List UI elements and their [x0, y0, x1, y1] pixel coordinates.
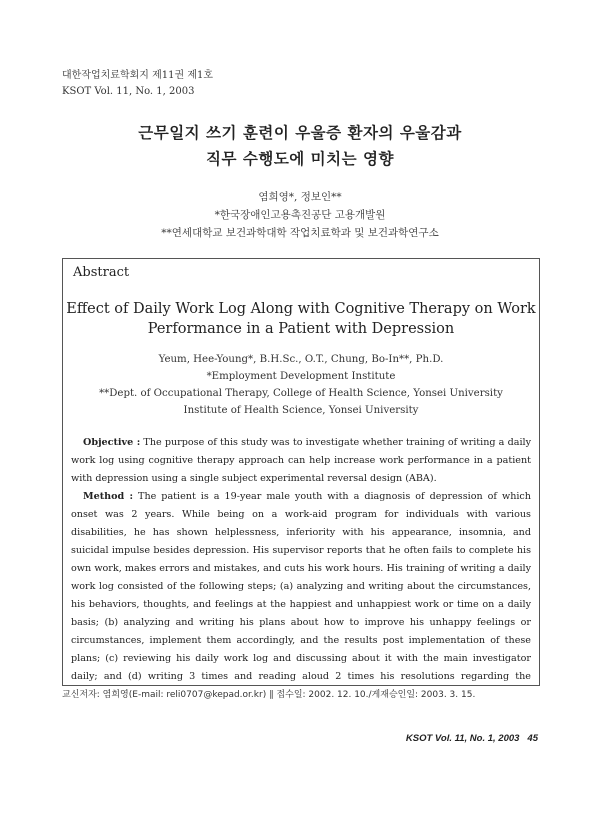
english-title-line-2: Performance in a Patient with Depression [147, 321, 455, 337]
objective-text: The purpose of this study was to investigate whether training of writing a daily work log using cognitive therapy approach can help increase work performance in a patient with depression using a single subject experimental reversal design (ABA). [71, 437, 531, 484]
korean-affiliation-1: *한국장애인고용촉진공단 고용개발원 [214, 209, 386, 221]
english-affiliation-3: Institute of Health Science, Yonsei University [183, 405, 419, 416]
korean-title-line-1: 근무일지 쓰기 훈련이 우울증 환자의 우울감과 [138, 123, 462, 142]
english-authors-block [63, 351, 539, 419]
abstract-body [71, 434, 531, 686]
corresponding-author-footnote: 교신저자: 염희영(E-mail: reli0707@kepad.or.kr) ∥ 접수일: 2002. 12. 10./게재승인일: 2003. 3. 15. [62, 690, 476, 700]
abstract-heading: Abstract [73, 265, 130, 280]
english-title-line-1: Effect of Daily Work Log Along with Cognitive Therapy on Work [66, 301, 536, 317]
method-label: Method : [83, 491, 134, 502]
objective-label: Objective : [83, 437, 141, 448]
abstract-box [62, 258, 540, 686]
korean-authors-block [0, 188, 600, 242]
english-author-names: Yeum, Hee-Young*, B.H.Sc., O.T., Chung, Bo-In**, Ph.D. [158, 354, 444, 365]
korean-title-line-2: 직무 수행도에 미치는 영향 [206, 149, 394, 168]
objective-paragraph [71, 434, 531, 488]
english-title [63, 299, 539, 339]
english-affiliation-2: **Dept. of Occupational Therapy, College of Health Science, Yonsei University [99, 388, 503, 399]
page-number: 45 [527, 733, 538, 744]
korean-author-names: 염희영*, 정보인** [258, 191, 342, 203]
korean-title [0, 120, 600, 172]
journal-name-english: KSOT Vol. 11, No. 1, 2003 [62, 86, 195, 97]
method-text: The patient is a 19-year male youth with a diagnosis of depression of which onset was 2 years. While being on a work-aid program for individuals with various disabilities, he has shown helplessness, inferiority with his appearance, insomnia, and suicidal impulse besides depression. His supervisor reports that he often fails to complete his own work, makes errors and mistakes, and cuts his work hours. His training of writing a daily work log consisted of the following steps; (a) analyzing and writing about the circumstances, his behaviors, thoughts, and feelings at the happiest and unhappiest work or time on a daily basis; (b) analyzing and writing his plans about how to improve his unhappy feelings or circumstances, implement them accordingly, and the results post implementation of these plans; (c) reviewing his daily work log and discussing about it with the main investigator daily; and (d) writing 3 times and reading aloud 2 times his resolutions regarding the [71, 491, 531, 682]
english-affiliation-1: *Employment Development Institute [206, 371, 396, 382]
journal-name-korean: 대한작업치료학회지 제11권 제1호 [62, 70, 214, 81]
korean-affiliation-2: **연세대학교 보건과학대학 작업치료학과 및 보건과학연구소 [161, 227, 439, 239]
journal-header [62, 68, 213, 100]
method-paragraph [71, 488, 531, 686]
page-footer [406, 733, 538, 744]
footer-citation: KSOT Vol. 11, No. 1, 2003 [405, 733, 520, 744]
